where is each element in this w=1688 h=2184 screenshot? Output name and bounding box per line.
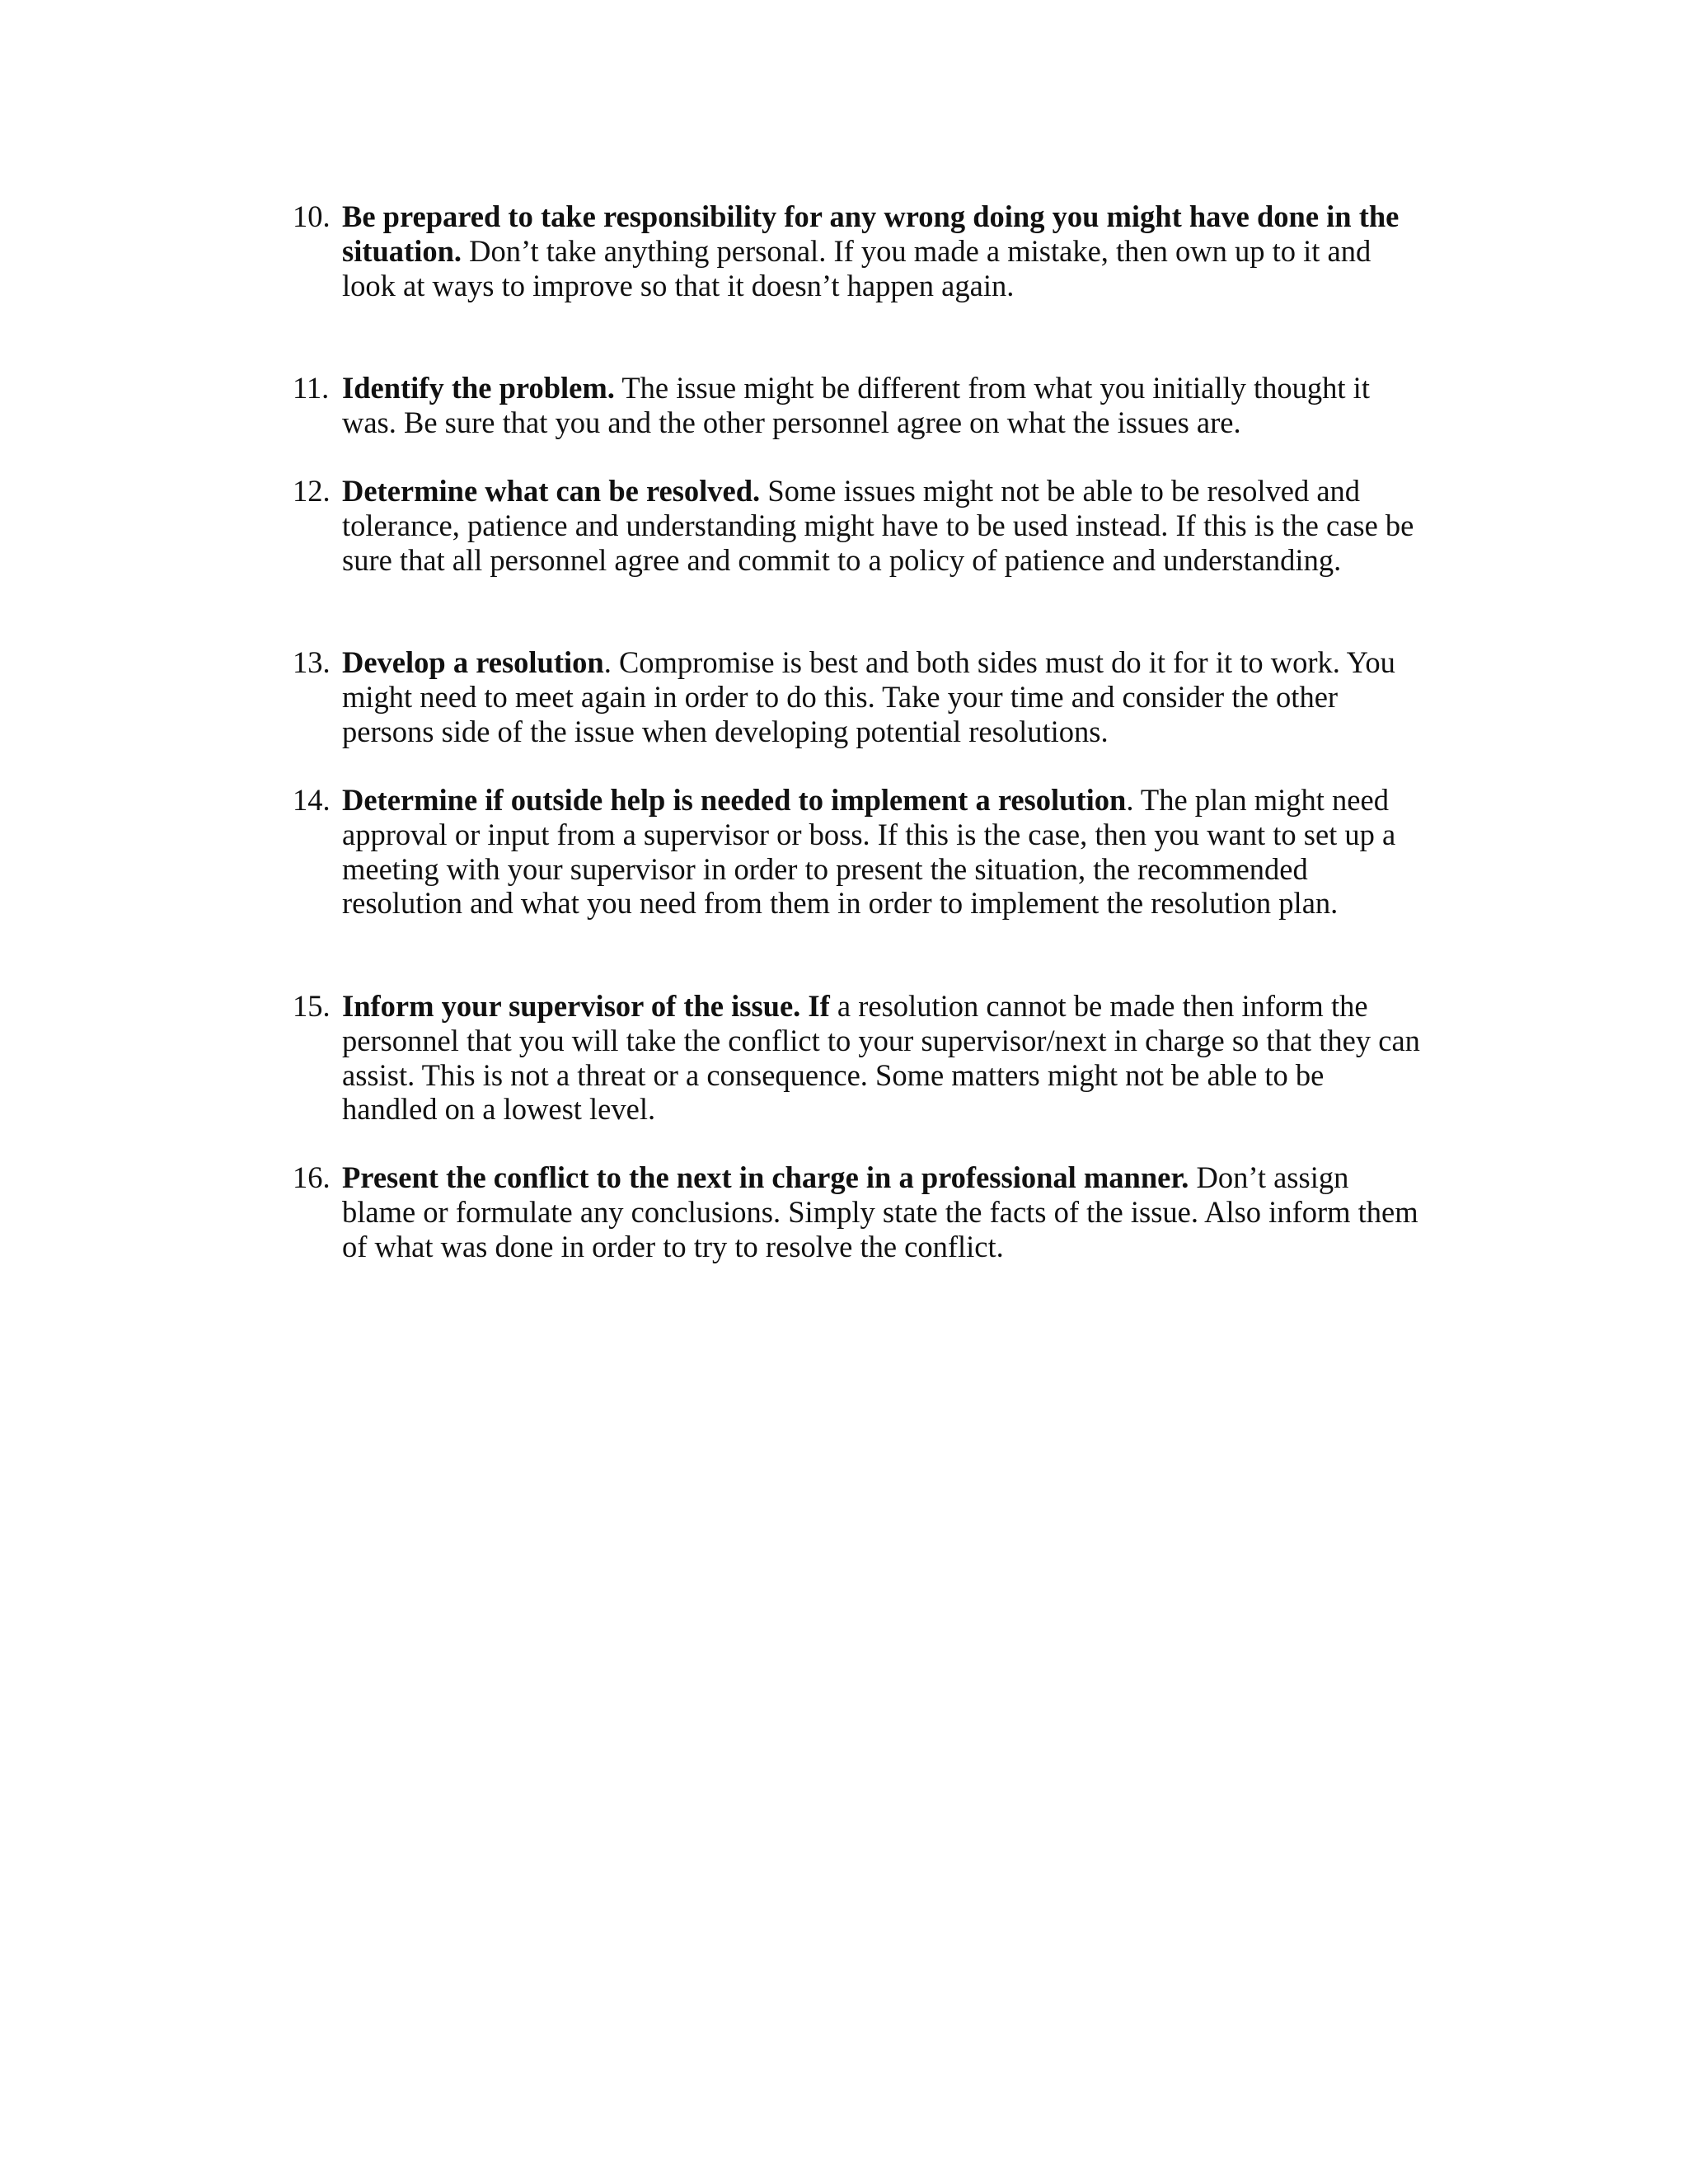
item-body-text: sure that all personnel agree and commit to a policy of patience and understanding. <box>342 542 1342 577</box>
item-body-text: approval or input from a supervisor or boss. If this is the case, then you want to set up a <box>342 817 1396 851</box>
item-body-text: The issue might be different from what you initially thought it <box>614 371 1370 405</box>
text-line <box>342 1195 1438 1230</box>
text-line <box>342 269 1438 303</box>
item-body-text: handled on a lowest level. <box>342 1092 656 1127</box>
item-number: 11. <box>293 371 330 405</box>
item-body-text: might need to meet again in order to do this. Take your time and consider the other <box>342 679 1339 714</box>
item-number: 15. <box>293 989 331 1023</box>
item-heading: Develop a resolution <box>342 645 604 679</box>
item-heading: Present the conflict to the next in charge in a professional manner. <box>342 1160 1189 1194</box>
text-line <box>342 405 1438 440</box>
item-text <box>342 1160 1438 1263</box>
item-heading: Inform your supervisor of the issue. If <box>342 989 830 1023</box>
item-heading: Determine if outside help is needed to implement a resolution <box>342 783 1127 817</box>
text-line <box>342 1092 1438 1127</box>
item-body-text: blame or formulate any conclusions. Simply state the facts of the issue. Also inform them <box>342 1194 1418 1229</box>
item-body-text: Don’t take anything personal. If you made a mistake, then own up to it and <box>462 233 1372 268</box>
text-line <box>342 818 1438 852</box>
item-text <box>342 474 1438 577</box>
item-text <box>342 199 1438 302</box>
item-number: 13. <box>293 645 331 679</box>
text-line <box>342 680 1438 715</box>
item-body-text: was. Be sure that you and the other personnel agree on what the issues are. <box>342 405 1241 439</box>
item-body-text: tolerance, patience and understanding might have to be used instead. If this is the case be <box>342 508 1414 542</box>
text-line <box>342 852 1438 887</box>
text-line <box>342 371 1438 405</box>
item-body-text: assist. This is not a threat or a consequence. Some matters might not be able to be <box>342 1057 1325 1092</box>
item-body-text: personnel that you will take the conflict to your supervisor/next in charge so that they can <box>342 1023 1420 1057</box>
item-heading: Be prepared to take responsibility for any wrong doing you might have done in the <box>342 199 1400 233</box>
text-line <box>342 886 1438 921</box>
item-number: 16. <box>293 1160 331 1194</box>
text-line <box>342 543 1438 578</box>
item-heading: Determine what can be resolved. <box>342 474 761 508</box>
item-body-text: resolution and what you need from them in order to implement the resolution plan. <box>342 886 1339 921</box>
item-heading: situation. <box>342 233 462 268</box>
item-body-text: meeting with your supervisor in order to present the situation, the recommended <box>342 851 1308 886</box>
item-body-text: of what was done in order to try to resolve the conflict. <box>342 1229 1004 1263</box>
text-line <box>342 509 1438 543</box>
item-body-text: Some issues might not be able to be resolved and <box>760 474 1361 508</box>
item-text <box>342 783 1438 921</box>
item-body-text: a resolution cannot be made then inform the <box>829 989 1368 1023</box>
item-number: 14. <box>293 783 331 817</box>
text-line <box>342 1058 1438 1093</box>
text-line <box>342 199 1438 234</box>
item-body-text: . The plan might need <box>1126 783 1389 817</box>
item-text <box>342 989 1438 1127</box>
text-line <box>342 783 1438 818</box>
text-line <box>342 1230 1438 1264</box>
item-number: 10. <box>293 199 331 233</box>
item-text <box>342 371 1438 440</box>
text-line <box>342 715 1438 749</box>
item-text <box>342 645 1438 748</box>
item-body-text: persons side of the issue when developing potential resolutions. <box>342 714 1109 748</box>
text-line <box>342 1024 1438 1058</box>
item-body-text: Don’t assign <box>1189 1160 1349 1194</box>
text-line <box>342 234 1438 269</box>
item-number: 12. <box>293 474 331 508</box>
item-body-text: . Compromise is best and both sides must do it for it to work. You <box>603 645 1395 679</box>
item-body-text: look at ways to improve so that it doesn’t happen again. <box>342 268 1015 302</box>
text-line <box>342 989 1438 1024</box>
text-line <box>342 1160 1438 1195</box>
item-heading: Identify the problem. <box>342 371 615 405</box>
text-line <box>342 474 1438 509</box>
text-line <box>342 645 1438 680</box>
